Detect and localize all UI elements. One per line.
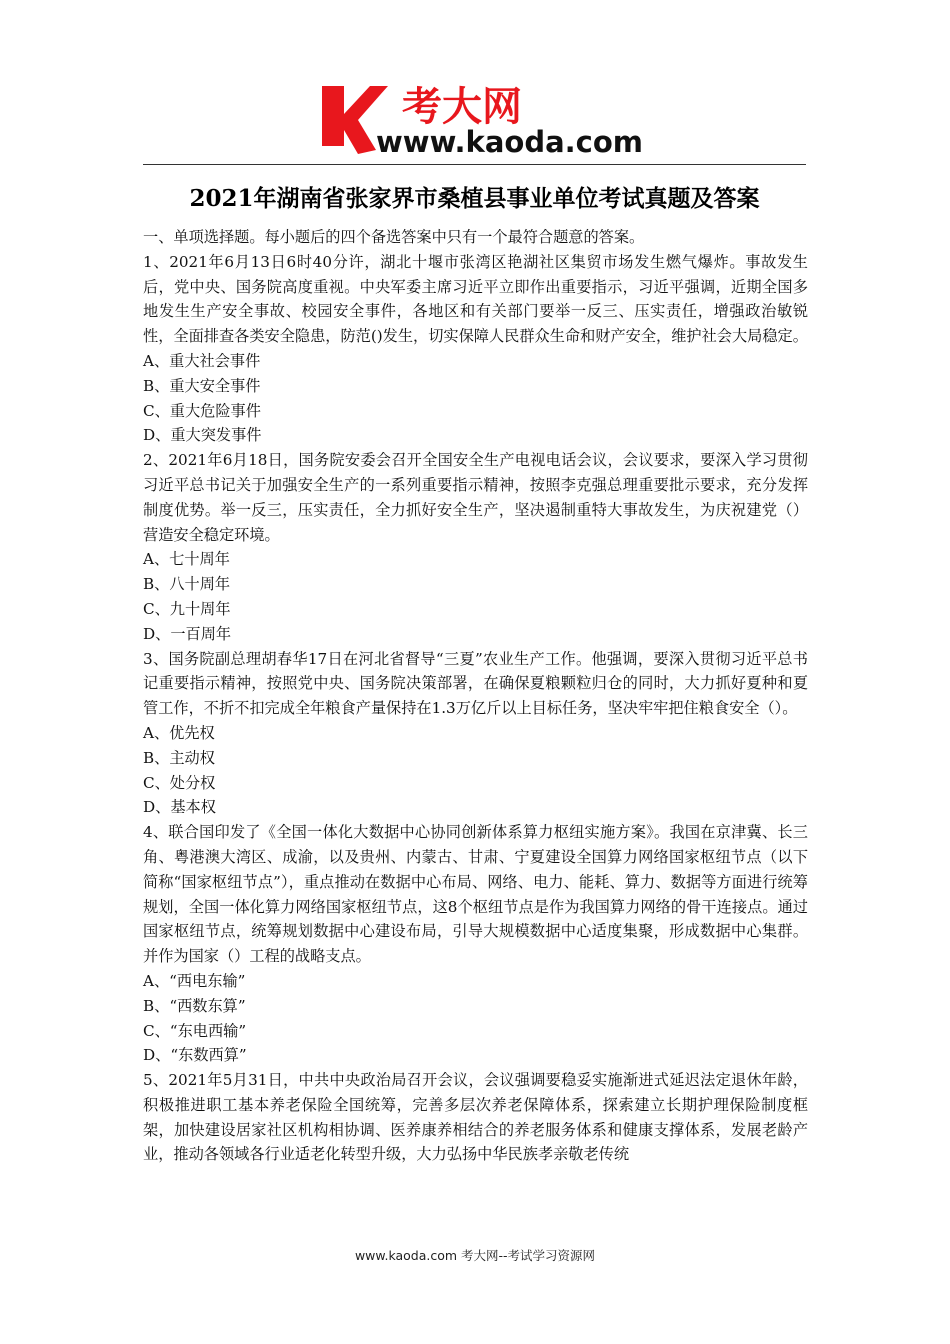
- answer-option: C、九十周年: [143, 599, 231, 618]
- header-divider: [143, 164, 806, 165]
- kaoda-logo[interactable]: [318, 80, 648, 160]
- answer-option: C、处分权: [143, 773, 216, 792]
- logo-name: 考大网: [402, 84, 522, 130]
- answer-option: B、重大安全事件: [143, 376, 261, 395]
- question-stem: 4、联合国印发了《全国一体化大数据中心协同创新体系算力枢纽实施方案》。我国在京津冀、长三角、粤港澳大湾区、成渝，以及贵州、内蒙古、甘肃、宁夏建设全国算力网络国家枢纽节点（以下简称“国家枢纽节点”），重点推动在数据中心布局、网络、电力、能耗、算力、数据等方面进行统筹规划，全国一体化算力网络国家枢纽节点，这8个枢纽节点是作为我国算力网络的骨干连接点。通过国家枢纽节点，统筹规划数据中心建设布局，引导大规模数据中心适度集聚，形成数据中心集群。并作为国家（）工程的战略支点。: [143, 823, 808, 966]
- answer-option: A、重大社会事件: [143, 351, 261, 370]
- question-stem: 1、2021年6月13日6时40分许，湖北十堰市张湾区艳湖社区集贸市场发生燃气爆炸。事故发生后，党中央、国务院高度重视。中央军委主席习近平立即作出重要指示，习近平强调，近期全国多地发生生产安全事故、校园安全事件，各地区和有关部门要举一反三、压实责任，增强政治敏锐性，全面排查各类安全隐患，防范()发生，切实保障人民群众生命和财产安全，维护社会大局稳定。: [143, 252, 808, 346]
- section-heading: 一、单项选择题。每小题后的四个备选答案中只有一个最符合题意的答案。: [143, 228, 645, 246]
- question-stem: 5、2021年5月31日，中共中央政治局召开会议，会议强调要稳妥实施渐进式延迟法定退休年龄，积极推进职工基本养老保险全国统筹，完善多层次养老保障体系，探索建立长期护理保险制度框架，加快建设居家社区机构相协调、医养康养相结合的养老服务体系和健康支撑体系，发展老龄产业，推动各领域各行业适老化转型升级，大力弘扬中华民族孝亲敬老传统: [143, 1071, 808, 1164]
- answer-option: C、“东电西输”: [143, 1021, 247, 1040]
- kaoda-logo-graphic: [318, 80, 648, 160]
- answer-option: B、主动权: [143, 748, 215, 767]
- page-footer: www.kaoda.com 考大网--考试学习资源网: [354, 1248, 596, 1263]
- document-title: 2021年湖南省张家界市桑植县事业单位考试真题及答案: [189, 185, 760, 212]
- answer-option: A、“西电东输”: [143, 971, 246, 990]
- answer-option: D、重大突发事件: [143, 426, 262, 445]
- question-stem: 3、国务院副总理胡春华17日在河北省督导“三夏”农业生产工作。他强调，要深入贯彻习近平总书记重要指示精神，按照党中央、国务院决策部署，在确保夏粮颗粒归仓的同时，大力抓好夏种和夏管工作，不折不扣完成全年粮食产量保持在1.3万亿斤以上目标任务，坚决牢牢把住粮食安全（）。: [143, 649, 808, 718]
- answer-option: D、基本权: [143, 798, 216, 817]
- answer-option: D、一百周年: [143, 624, 232, 643]
- answer-option: B、“西数东算”: [143, 996, 246, 1015]
- answer-option: D、“东数西算”: [143, 1046, 247, 1065]
- answer-option: A、优先权: [143, 723, 215, 742]
- answer-option: B、八十周年: [143, 575, 231, 594]
- logo-url: www.kaoda.com: [376, 125, 643, 159]
- answer-option: A、七十周年: [143, 550, 230, 569]
- question-stem: 2、2021年6月18日，国务院安委会召开全国安全生产电视电话会议，会议要求，要深入学习贯彻习近平总书记关于加强安全生产的一系列重要指示精神，按照李克强总理重要批示要求，充分发挥制度优势。举一反三，压实责任，全力抓好安全生产，坚决遏制重特大事故发生，为庆祝建党（）营造安全稳定环境。: [143, 451, 808, 544]
- answer-option: C、重大危险事件: [143, 401, 261, 420]
- question-list: [143, 225, 808, 1167]
